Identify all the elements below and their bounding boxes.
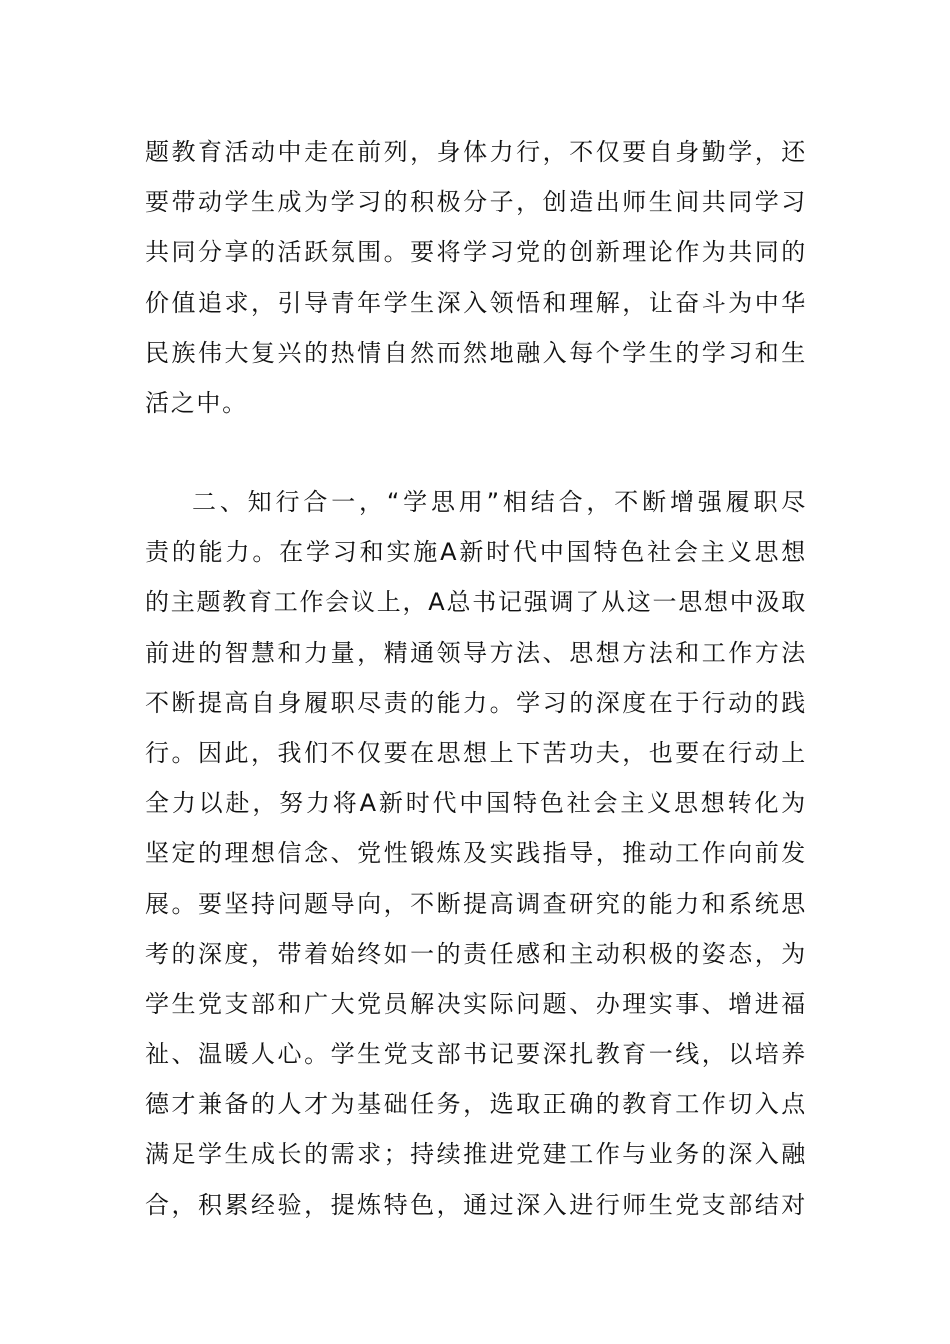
paragraph-1-line-5: 民族伟大复兴的热情自然而然地融入每个学生的学习和生	[145, 338, 807, 367]
paragraph-2-line-10: 考的深度，带着始终如一的责任感和主动积极的姿态，为	[145, 939, 807, 968]
paragraph-2	[145, 477, 807, 1230]
paragraph-2-line-6: 行。因此，我们不仅要在思想上下苦功夫，也要在行动上	[145, 738, 807, 767]
paragraph-2-line-15: 合，积累经验，提炼特色，通过深入进行师生党支部结对	[145, 1190, 807, 1219]
paragraph-2-line-11: 学生党支部和广大党员解决实际问题、办理实事、增进福	[145, 989, 807, 1018]
paragraph-1-line-1: 题教育活动中走在前列，身体力行，不仅要自身勤学，还	[145, 138, 807, 166]
paragraph-2-line-12: 祉、温暖人心。学生党支部书记要深扎教育一线，以培养	[145, 1040, 807, 1069]
paragraph-1-line-6: 活之中。	[145, 388, 248, 417]
paragraph-1-line-4: 价值追求，引导青年学生深入领悟和理解，让奋斗为中华	[145, 288, 807, 317]
paragraph-2-line-7: 全力以赴，努力将A新时代中国特色社会主义思想转化为	[145, 789, 807, 818]
paragraph-1	[145, 127, 807, 428]
paragraph-2-line-13: 德才兼备的人才为基础任务，选取正确的教育工作切入点	[145, 1090, 807, 1119]
paragraph-2-line-8: 坚定的理想信念、党性锻炼及实践指导，推动工作向前发	[145, 839, 807, 868]
paragraph-1-line-2: 要带动学生成为学习的积极分子，创造出师生间共同学习	[145, 188, 807, 217]
paragraph-2-line-14: 满足学生成长的需求；持续推进党建工作与业务的深入融	[145, 1140, 807, 1169]
paragraph-2-line-2: 责的能力。在学习和实施A新时代中国特色社会主义思想	[145, 538, 807, 567]
paragraph-2-heading-line: 二、知行合一，“学思用”相结合，不断增强履职尽	[192, 488, 807, 516]
paragraph-2-line-5: 不断提高自身履职尽责的能力。学习的深度在于行动的践	[145, 688, 807, 717]
paragraph-2-line-9: 展。要坚持问题导向，不断提高调查研究的能力和系统思	[145, 889, 807, 918]
paragraph-2-line-4: 前进的智慧和力量，精通领导方法、思想方法和工作方法	[145, 638, 807, 667]
paragraph-2-line-3: 的主题教育工作会议上，A总书记强调了从这一思想中汲取	[145, 588, 807, 617]
paragraph-1-line-3: 共同分享的活跃氛围。要将学习党的创新理论作为共同的	[145, 238, 807, 267]
